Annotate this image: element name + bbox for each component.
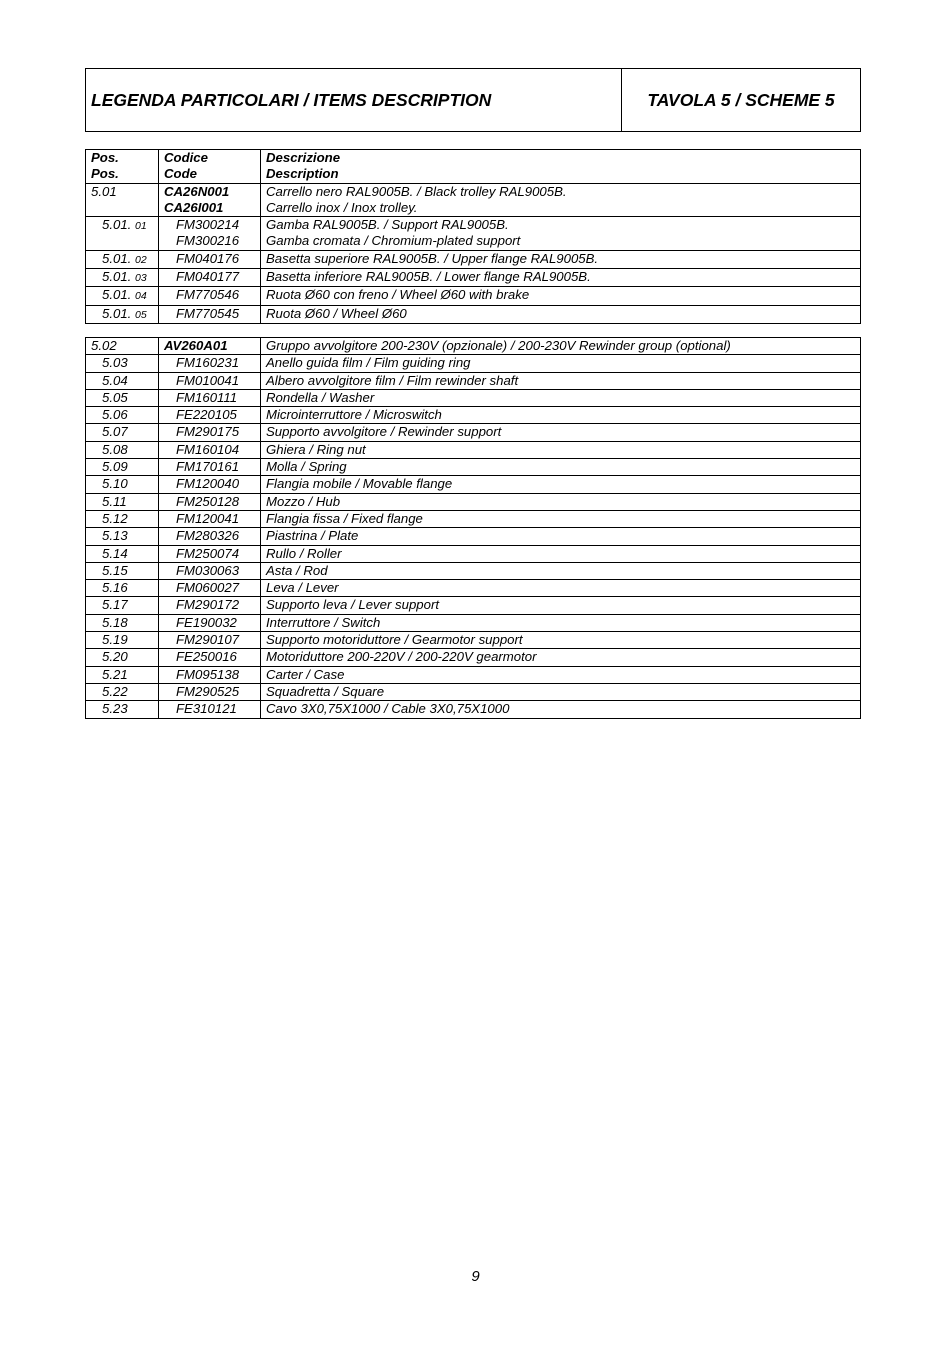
table-header-row	[86, 150, 861, 184]
table-row	[86, 441, 861, 458]
item-description: Ghiera / Ring nut	[261, 441, 861, 458]
item-description	[261, 287, 861, 305]
item-code: FM290175	[159, 424, 261, 441]
item-description: Supporto avvolgitore / Rewinder support	[261, 424, 861, 441]
item-code: FM250128	[159, 493, 261, 510]
item-code: FE310121	[159, 701, 261, 718]
items-table-rewinder	[85, 337, 861, 719]
item-description-line: Basetta inferiore RAL9005B. / Lower flange RAL9005B.	[266, 269, 591, 285]
item-position-main: 5.01.	[102, 269, 132, 285]
table-row	[86, 424, 861, 441]
item-description: Rullo / Roller	[261, 545, 861, 562]
table-row	[86, 614, 861, 631]
item-code	[159, 269, 261, 287]
col-header-pos: Pos. Pos.	[86, 150, 159, 184]
item-code-line: CA26I001	[164, 199, 224, 215]
item-position-main: 5.01	[91, 183, 117, 199]
item-code: AV260A01	[159, 338, 261, 355]
table-row	[86, 683, 861, 700]
table-row	[86, 545, 861, 562]
item-description	[261, 217, 861, 251]
item-code: FM280326	[159, 528, 261, 545]
item-position	[86, 287, 159, 305]
table-row	[86, 269, 861, 287]
item-position: 5.15	[86, 562, 159, 579]
item-description: Cavo 3X0,75X1000 / Cable 3X0,75X1000	[261, 701, 861, 718]
item-description: Molla / Spring	[261, 459, 861, 476]
item-description	[261, 305, 861, 323]
item-position	[86, 217, 159, 251]
title-box	[85, 68, 861, 132]
item-description	[261, 269, 861, 287]
item-position-main: 5.01.	[102, 217, 132, 233]
table-row	[86, 580, 861, 597]
item-position-sub: 02	[135, 253, 147, 266]
item-position: 5.02	[86, 338, 159, 355]
table-row	[86, 649, 861, 666]
page-number: 9	[471, 1268, 480, 1285]
item-code: FM290172	[159, 597, 261, 614]
item-description: Carter / Case	[261, 666, 861, 683]
item-code-line: FM770545	[176, 305, 240, 321]
table-row	[86, 338, 861, 355]
table-row	[86, 476, 861, 493]
items-table-trolley	[85, 149, 861, 324]
item-code: FM290107	[159, 632, 261, 649]
item-position-main: 5.01.	[102, 305, 132, 321]
item-description	[261, 250, 861, 268]
item-position: 5.07	[86, 424, 159, 441]
item-position	[86, 269, 159, 287]
col-header-description: Descrizione Description	[261, 150, 861, 184]
table-row	[86, 632, 861, 649]
item-code: FM010041	[159, 372, 261, 389]
item-code-line: FM770546	[176, 287, 240, 303]
item-position: 5.04	[86, 372, 159, 389]
item-position-sub: 05	[135, 308, 147, 321]
item-position: 5.05	[86, 389, 159, 406]
table-row	[86, 287, 861, 305]
item-code	[159, 217, 261, 251]
item-position: 5.17	[86, 597, 159, 614]
item-code: FM250074	[159, 545, 261, 562]
item-position	[86, 250, 159, 268]
item-code: FE220105	[159, 407, 261, 424]
item-description-line: Basetta superiore RAL9005B. / Upper flange RAL9005B.	[266, 250, 599, 266]
item-description: Leva / Lever	[261, 580, 861, 597]
item-position: 5.06	[86, 407, 159, 424]
item-description: Rondella / Washer	[261, 389, 861, 406]
item-description: Squadretta / Square	[261, 683, 861, 700]
item-code	[159, 183, 261, 217]
item-description: Gruppo avvolgitore 200-230V (opzionale) / 200-230V Rewinder group (optional)	[261, 338, 861, 355]
item-position-sub: 01	[135, 220, 147, 233]
item-description: Albero avvolgitore film / Film rewinder shaft	[261, 372, 861, 389]
item-position: 5.08	[86, 441, 159, 458]
item-code: FM095138	[159, 666, 261, 683]
item-code: FM290525	[159, 683, 261, 700]
item-code: FM120041	[159, 510, 261, 527]
item-position: 5.23	[86, 701, 159, 718]
item-description: Supporto leva / Lever support	[261, 597, 861, 614]
item-code	[159, 250, 261, 268]
item-position: 5.09	[86, 459, 159, 476]
item-description: Microinterruttore / Microswitch	[261, 407, 861, 424]
item-description-line: Carrello nero RAL9005B. / Black trolley RAL9005B.	[266, 183, 567, 199]
table-row	[86, 389, 861, 406]
item-code: FM030063	[159, 562, 261, 579]
table-row	[86, 372, 861, 389]
table-row	[86, 701, 861, 718]
item-description: Interruttore / Switch	[261, 614, 861, 631]
item-position-main: 5.01.	[102, 250, 132, 266]
scheme-title: TAVOLA 5 / SCHEME 5	[647, 89, 835, 110]
item-code: FE250016	[159, 649, 261, 666]
item-position: 5.03	[86, 355, 159, 372]
item-description: Flangia mobile / Movable flange	[261, 476, 861, 493]
item-position: 5.11	[86, 493, 159, 510]
item-position: 5.20	[86, 649, 159, 666]
table-row	[86, 597, 861, 614]
table-row	[86, 217, 861, 251]
item-position-sub: 03	[135, 272, 147, 285]
item-code: FM170161	[159, 459, 261, 476]
item-code	[159, 287, 261, 305]
item-code-line: FM300216	[176, 233, 240, 249]
item-code-line: FM300214	[176, 217, 240, 233]
page-title: LEGENDA PARTICOLARI / ITEMS DESCRIPTION	[86, 69, 622, 131]
table-row	[86, 666, 861, 683]
item-position: 5.19	[86, 632, 159, 649]
item-code: FM160104	[159, 441, 261, 458]
item-position: 5.16	[86, 580, 159, 597]
item-code-line: CA26N001	[164, 183, 230, 199]
table-row	[86, 250, 861, 268]
item-description-line: Gamba RAL9005B. / Support RAL9005B.	[266, 217, 509, 233]
item-position-main: 5.01.	[102, 287, 132, 303]
table-row	[86, 528, 861, 545]
item-position	[86, 183, 159, 217]
col-header-code: Codice Code	[159, 150, 261, 184]
item-code: FM160231	[159, 355, 261, 372]
item-description: Supporto motoriduttore / Gearmotor support	[261, 632, 861, 649]
item-description: Piastrina / Plate	[261, 528, 861, 545]
item-position: 5.13	[86, 528, 159, 545]
item-code: FM120040	[159, 476, 261, 493]
table-row	[86, 493, 861, 510]
table-row	[86, 510, 861, 527]
item-description	[261, 183, 861, 217]
item-code: FE190032	[159, 614, 261, 631]
item-description: Anello guida film / Film guiding ring	[261, 355, 861, 372]
item-code-line: FM040177	[176, 269, 240, 285]
item-code: FM060027	[159, 580, 261, 597]
item-position: 5.14	[86, 545, 159, 562]
item-description: Mozzo / Hub	[261, 493, 861, 510]
item-position	[86, 305, 159, 323]
item-position-sub: 04	[135, 290, 147, 303]
item-description: Flangia fissa / Fixed flange	[261, 510, 861, 527]
table-row	[86, 183, 861, 217]
table-row	[86, 407, 861, 424]
item-code	[159, 305, 261, 323]
item-position: 5.18	[86, 614, 159, 631]
item-description-line: Ruota Ø60 / Wheel Ø60	[266, 305, 407, 321]
table-row	[86, 459, 861, 476]
table-row	[86, 305, 861, 323]
item-code: FM160111	[159, 389, 261, 406]
item-position: 5.21	[86, 666, 159, 683]
table-row	[86, 562, 861, 579]
item-position: 5.10	[86, 476, 159, 493]
item-position: 5.22	[86, 683, 159, 700]
item-description-line: Carrello inox / Inox trolley.	[266, 199, 418, 215]
item-description-line: Gamba cromata / Chromium-plated support	[266, 233, 521, 249]
item-code-line: FM040176	[176, 250, 240, 266]
table-row	[86, 355, 861, 372]
item-description: Motoriduttore 200-220V / 200-220V gearmotor	[261, 649, 861, 666]
item-description: Asta / Rod	[261, 562, 861, 579]
item-description-line: Ruota Ø60 con freno / Wheel Ø60 with brake	[266, 287, 530, 303]
item-position: 5.12	[86, 510, 159, 527]
